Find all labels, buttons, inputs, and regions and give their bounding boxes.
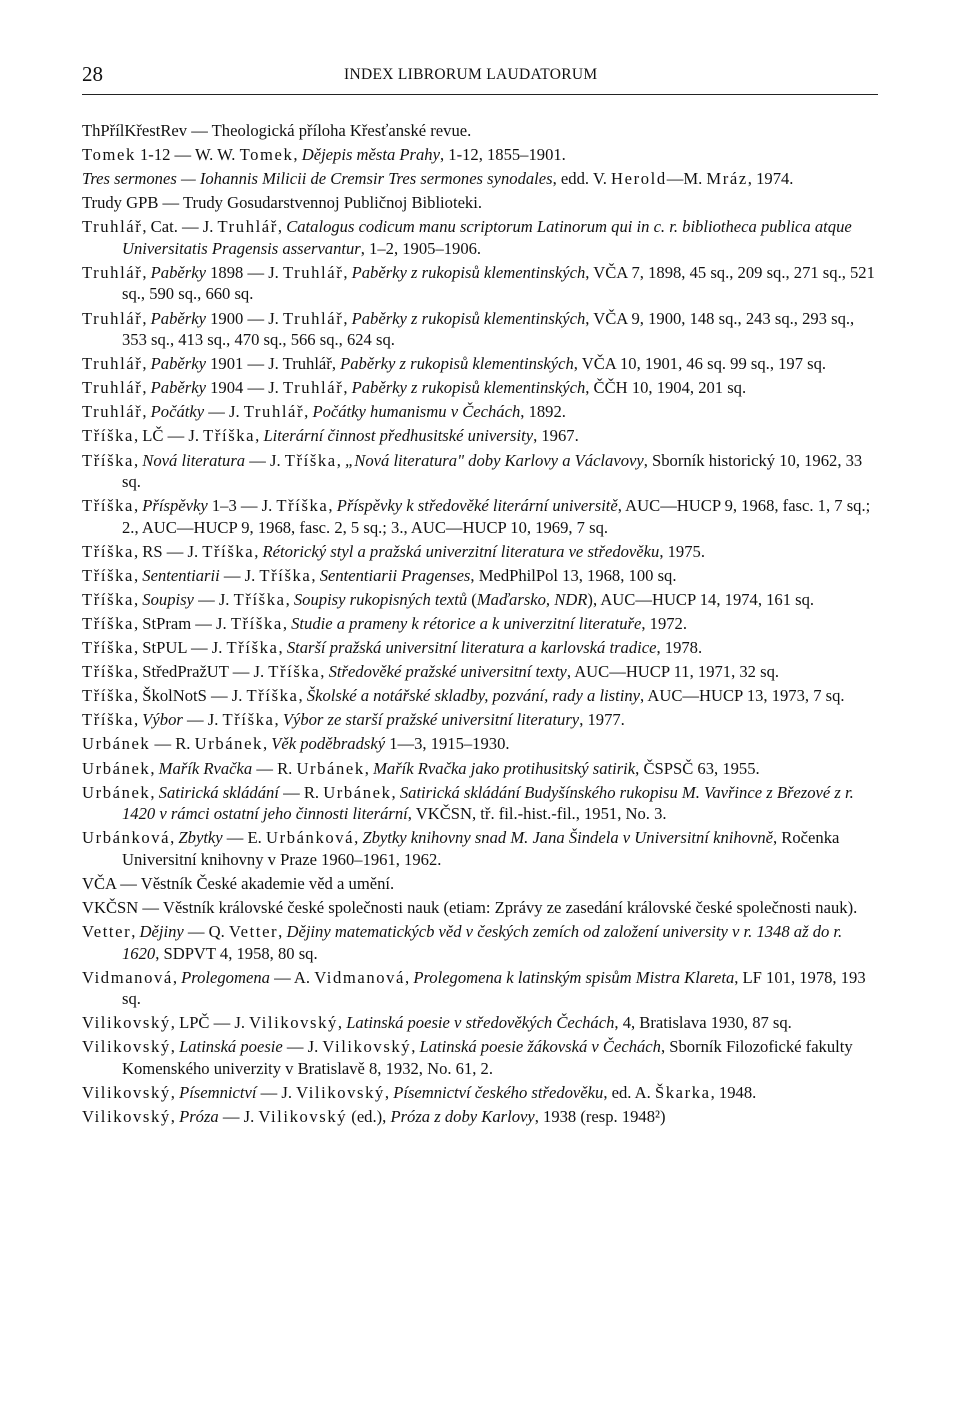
entry-text: , (384, 1082, 394, 1102)
header-rule (82, 94, 878, 95)
entry-text: — R. (278, 782, 324, 802)
author-name-spaced: Tříška (82, 541, 134, 561)
index-entry (82, 827, 878, 870)
italic-title-text: Prolegomena (181, 967, 270, 987)
entry-text: 1—3, 1915–1930. (385, 734, 510, 754)
italic-title-text: Soupisy (142, 589, 194, 609)
italic-title-text: Literární činnost předhusitské university (263, 426, 534, 446)
author-name-spaced: Tříška (202, 541, 255, 561)
entry-text: , (134, 450, 143, 470)
entry-text: , AUC—HUCP 13, 1973, 7 sq. (640, 686, 845, 706)
entry-text: — J. (182, 710, 223, 730)
entry-text: , (131, 922, 140, 942)
italic-title-text: Latinská poesie žákovská v Čechách (419, 1037, 661, 1057)
index-entry (82, 661, 878, 683)
index-entry (82, 495, 878, 538)
index-entry (82, 377, 878, 399)
entry-text: , LF 101, 1978, 193 sq. (122, 967, 866, 1009)
index-entry (82, 1106, 878, 1128)
author-name-spaced: Tříška (82, 638, 134, 658)
entry-text: , (285, 589, 294, 609)
index-entry (82, 782, 878, 825)
entry-text: , Ročenka Universitní knihovny v Praze 1960–1961, 1962. (122, 828, 840, 869)
entry-text: , 1974. (747, 169, 794, 189)
author-name-spaced: Vilikovský (296, 1082, 385, 1102)
author-name-spaced: Tříška (82, 614, 134, 633)
italic-title-text: Próza (179, 1107, 219, 1126)
italic-title-text: Latinská poesie (179, 1037, 283, 1057)
entry-text: , (255, 426, 264, 446)
entry-text: , (343, 262, 352, 282)
index-entry (82, 709, 878, 731)
entry-text: , SDPVT 4, 1958, 80 sq. (155, 943, 318, 963)
entry-text: , 1977. (579, 710, 625, 730)
entry-text: — A. (269, 967, 315, 987)
italic-title-text: Počátky humanismu v Čechách (312, 402, 521, 422)
author-name-spaced: Urbánek (194, 734, 263, 754)
author-name-spaced: Truhlář (82, 308, 143, 328)
entry-text: 1900 — J. (205, 308, 283, 328)
index-entry (82, 1036, 878, 1079)
author-name-spaced: Truhlář (82, 354, 143, 374)
entry-text: , LČ — J. (134, 426, 204, 446)
author-name-spaced: Herold (611, 169, 667, 189)
entry-text: 1904 — J. (205, 378, 283, 398)
italic-title-text: Satirická skládání (158, 782, 279, 802)
entry-text: , (134, 496, 143, 516)
entry-text: , (343, 308, 352, 328)
author-name-spaced: Tříška (226, 638, 279, 658)
entry-text: , ČSPSČ 63, 1955. (635, 758, 760, 778)
author-name-spaced: Škarka (654, 1082, 711, 1102)
entry-text: , (142, 402, 151, 422)
entry-text: 1898 — J. (205, 262, 283, 282)
index-entry (82, 168, 878, 190)
italic-title-text: Počátky (150, 402, 205, 422)
italic-title-text: Výbor (142, 710, 183, 730)
italic-title-text: Starší pražská universitní literatura a karlovská tradice (286, 638, 657, 658)
index-entry (82, 637, 878, 659)
author-name-spaced: Tříška (259, 565, 312, 585)
entry-text: , RS — J. (134, 541, 203, 561)
entry-text: , (134, 710, 143, 730)
index-entry (82, 733, 878, 755)
author-name-spaced: Truhlář (82, 262, 143, 282)
entry-text: — J. (204, 402, 244, 422)
author-name-spaced: Vilikovský (82, 1082, 171, 1102)
entry-text: — J. (245, 450, 285, 470)
entry-text: , (142, 262, 151, 282)
entry-text: , (170, 1107, 180, 1126)
italic-title-text: Dějepis města Prahy (301, 145, 440, 165)
entry-text: ( (467, 589, 477, 609)
entry-text: , (328, 496, 337, 516)
index-entry (82, 144, 878, 166)
index-entry (82, 1082, 878, 1104)
entry-text: , StPUL — J. (134, 638, 227, 658)
entry-text: , MedPhilPol 13, 1968, 100 sq. (470, 565, 677, 585)
entry-text: , (262, 734, 272, 754)
index-entry (82, 921, 878, 964)
author-name-spaced: Vilikovský (258, 1107, 348, 1126)
italic-title-text: Soupisy rukopisných textů (293, 589, 468, 609)
italic-title-text: Nová literatura (142, 450, 246, 470)
entry-text: , 4, Bratislava 1930, 87 sq. (614, 1013, 792, 1033)
entry-text: , (293, 145, 302, 165)
author-name-spaced: Tříška (246, 686, 299, 706)
italic-title-text: Paběrky z rukopisů klementinských (351, 308, 586, 328)
index-entry (82, 353, 878, 375)
author-name-spaced: Tříška (82, 710, 134, 730)
author-name-spaced: Vetter (228, 922, 279, 942)
italic-title-text: Příspěvky (142, 496, 208, 516)
author-name-spaced: Mráz (706, 169, 748, 189)
author-name-spaced: Vidmanová (314, 967, 406, 987)
author-name-spaced: Tříška (268, 662, 321, 682)
italic-title-text: Maďarsko, NDR (476, 589, 588, 609)
author-name-spaced: Tříška (82, 565, 134, 585)
entry-text: , (320, 662, 329, 682)
entry-text: , VČA 10, 1901, 46 sq. 99 sq., 197 sq. (573, 354, 827, 374)
entry-text: , (142, 354, 151, 374)
author-name-spaced: Urbánková (265, 828, 355, 848)
entry-text: , (336, 450, 346, 470)
author-name-spaced: Tříška (230, 614, 283, 633)
entry-text: , (150, 758, 159, 778)
italic-title-text: Výbor ze starší pražské universitní literatury (282, 710, 580, 730)
author-name-spaced: Vilikovský (82, 1107, 171, 1126)
entry-text: —M. (666, 169, 707, 189)
entry-text: , (142, 378, 151, 398)
entry-text: , (337, 1013, 347, 1033)
italic-title-text: „Nová literatura" doby Karlovy a Václavovy (345, 450, 644, 470)
author-name-spaced: Tříška (284, 450, 337, 470)
italic-title-text: Středověké pražské universitní texty (328, 662, 567, 682)
index-entry (82, 589, 878, 611)
page-header (82, 58, 878, 94)
author-name-spaced: Vetter (82, 922, 132, 942)
entry-text: — R. (252, 758, 297, 778)
entry-text: , Cat. — J. (142, 217, 218, 237)
entry-text: , 1967. (533, 426, 579, 446)
author-name-spaced: Tříška (203, 426, 256, 446)
italic-title-text: Písemnictví českého středověku (393, 1082, 604, 1102)
entry-text: , StPram — J. (134, 614, 231, 633)
index-entry (82, 967, 878, 1010)
entry-text: VKČSN — Věstník královské české společnosti nauk (etiam: Zprávy ze zasedání královské české společnosti nauk). (82, 897, 858, 917)
italic-title-text: Tres sermones — Iohannis Milicii de Cremsir Tres sermones synodales (82, 169, 553, 189)
entry-text: — J. (256, 1082, 297, 1102)
author-name-spaced: Urbánek (323, 782, 392, 802)
index-entry (82, 897, 878, 919)
author-name-spaced: Tomek (239, 145, 294, 165)
entry-text: , ed. A. (603, 1082, 655, 1102)
entry-text: Trudy GPB — Trudy Gosudarstvennoj Publičnoj Biblioteki. (82, 193, 482, 213)
entry-text: 1-12 — W. W. (135, 145, 240, 165)
author-name-spaced: Tříška (276, 496, 329, 516)
index-entry (82, 192, 878, 214)
entry-text: — J. (282, 1037, 323, 1057)
entry-text: , VČA 9, 1900, 148 sq., 243 sq., 293 sq., 353 sq., 413 sq., 470 sq., 566 sq., 624 sq. (122, 308, 855, 350)
italic-title-text: Školské a notářské skladby, pozvání, rady a listiny (306, 686, 641, 706)
entry-text: — R. (150, 734, 195, 754)
entry-text: , (311, 565, 320, 585)
entry-text: , AUC—HUCP 9, 1968, fasc. 1, 7 sq.; 2., AUC—HUCP 9, 1968, fasc. 2, 5 sq.; 3., AUC—HUCP 10, 1969, 7 sq. (122, 496, 871, 537)
entry-text: — Q. (183, 922, 229, 942)
entry-text: — J. (193, 589, 234, 609)
index-entry (82, 541, 878, 563)
entry-text: , (282, 614, 292, 633)
italic-title-text: Dějiny (139, 922, 184, 942)
entry-text: (ed.), (347, 1107, 391, 1126)
italic-title-text: Paběrky z rukopisů klementinských (351, 262, 586, 282)
italic-title-text: Sententiarii Pragenses (319, 565, 471, 585)
author-name-spaced: Vilikovský (322, 1037, 412, 1057)
author-name-spaced: Tříška (82, 426, 134, 446)
italic-title-text: Próza z doby Karlovy (390, 1107, 535, 1126)
entry-text: — E. (222, 828, 266, 848)
index-entry (82, 308, 878, 351)
author-name-spaced: Truhlář (217, 217, 278, 237)
entry-text: , (172, 967, 182, 987)
author-name-spaced: Tříška (82, 496, 134, 516)
italic-title-text: Paběrky (150, 308, 206, 328)
author-name-spaced: Truhlář (282, 262, 344, 282)
index-entry (82, 685, 878, 707)
entry-text: , ŠkolNotS — J. (134, 686, 247, 706)
entry-text: , (142, 308, 151, 328)
author-name-spaced: Tříška (233, 589, 286, 609)
italic-title-text: Mařík Rvačka jako protihusitský satirik (373, 758, 636, 778)
entry-text: , (298, 686, 307, 706)
entry-text: , StředPražUT — J. (134, 662, 269, 682)
entry-text: 1–3 — J. (207, 496, 277, 516)
entry-text: , (391, 782, 400, 802)
author-name-spaced: Urbánek (82, 782, 151, 802)
author-name-spaced: Tříška (82, 662, 134, 682)
entry-text: , (134, 565, 143, 585)
entry-text: , 1892. (520, 402, 566, 422)
author-name-spaced: Tříška (82, 450, 134, 470)
entry-text: , (343, 378, 352, 398)
author-name-spaced: Truhlář (282, 378, 344, 398)
entry-text: , 1-12, 1855–1901. (439, 145, 566, 165)
entry-text: , (150, 782, 159, 802)
entry-text: , (254, 541, 263, 561)
index-entry (82, 758, 878, 780)
entry-text: , (278, 922, 287, 942)
entry-text: ), AUC—HUCP 14, 1974, 161 sq. (587, 589, 815, 609)
italic-title-text: Sententiarii (142, 565, 220, 585)
entry-text: , (170, 828, 179, 848)
entry-text: , edd. V. (552, 169, 612, 189)
italic-title-text: Latinská poesie v středověkých Čechách (346, 1013, 615, 1033)
author-name-spaced: Tříška (82, 686, 134, 706)
entry-text: , VKČSN, tř. fil.-hist.-fil., 1951, No. 3. (407, 804, 667, 824)
author-name-spaced: Truhlář (82, 402, 143, 422)
italic-title-text: Prolegomena k latinským spisům Mistra Klareta (413, 967, 735, 987)
index-entry (82, 120, 878, 142)
entry-text: , (170, 1082, 180, 1102)
entry-text: , (134, 589, 143, 609)
author-name-spaced: Vilikovský (249, 1013, 338, 1033)
entry-text: , 1975. (659, 541, 705, 561)
entry-text: , ČČH 10, 1904, 201 sq. (585, 378, 747, 398)
author-name-spaced: Truhlář (82, 217, 143, 237)
index-entry (82, 1012, 878, 1034)
italic-title-text: Věk poděbradský (271, 734, 386, 754)
index-entry (82, 262, 878, 305)
entry-text: , (278, 638, 287, 658)
entry-text: , VČA 7, 1898, 45 sq., 209 sq., 271 sq., 521 sq., 590 sq., 660 sq. (122, 262, 875, 304)
entry-text: , (354, 828, 363, 848)
entry-text: , AUC—HUCP 11, 1971, 32 sq. (566, 662, 780, 682)
entry-text: , 1948. (710, 1082, 757, 1102)
italic-title-text: Zbytky knihovny snad M. Jana Šindela v Universitní knihovně (362, 828, 773, 848)
index-entry (82, 873, 878, 895)
author-name-spaced: Vilikovský (82, 1037, 171, 1057)
running-title: INDEX LIBRORUM LAUDATORUM (344, 66, 598, 83)
index-entry (82, 216, 878, 259)
entry-text: , 1938 (resp. 1948²) (534, 1107, 666, 1126)
italic-title-text: Příspěvky k středověké literární universitě (336, 496, 618, 516)
entry-text: VČA — Věstník České akademie věd a umění. (82, 873, 395, 893)
italic-title-text: Rétorický styl a pražská univerzitní literatura ve středověku (262, 541, 660, 561)
author-name-spaced: Truhlář (282, 308, 344, 328)
author-name-spaced: Tříška (82, 589, 134, 609)
author-name-spaced: Truhlář (82, 378, 143, 398)
italic-title-text: Paběrky (150, 378, 206, 398)
author-name-spaced: Urbánková (82, 828, 171, 848)
entry-text: 1901 — J. Truhlář, (205, 354, 341, 374)
entry-text: ThPřílKřestRev — Theologická příloha Křesťanské revue. (82, 121, 472, 140)
page-number: 28 (82, 62, 103, 86)
entry-text: , (405, 967, 414, 987)
entry-text: , 1978. (656, 638, 703, 658)
italic-title-text: Paběrky z rukopisů klementinských (351, 378, 586, 398)
author-name-spaced: Urbánek (82, 734, 151, 754)
italic-title-text: Studie a prameny k rétorice a k univerzitní literatuře (291, 614, 642, 633)
italic-title-text: Catalogus codicum manu scriptorum Latinorum qui in c. r. bibliotheca publica atque Universitatis Pragensis asservantur (122, 217, 852, 258)
italic-title-text: Paběrky z rukopisů klementinských (340, 354, 574, 374)
index-entry (82, 450, 878, 493)
entry-text: , Sborník Filozofické fakulty Komenského univerzity v Bratislavě 8, 1932, No. 61, 2. (122, 1037, 853, 1078)
italic-title-text: Satirická skládání Budyšínského rukopisu M. Vavřince z Březové z r. 1420 v rámci ostatní jeho činnosti literární (122, 782, 854, 824)
entry-text: , (274, 710, 283, 730)
author-name-spaced: Truhlář (243, 402, 305, 422)
entry-text: , (411, 1037, 420, 1057)
index-entry (82, 565, 878, 587)
entry-text: , (304, 402, 313, 422)
index-entry (82, 401, 878, 423)
italic-title-text: Mařík Rvačka (158, 758, 253, 778)
entry-text: — J. (218, 1107, 259, 1126)
index-entries (82, 120, 878, 1130)
index-entry (82, 425, 878, 447)
author-name-spaced: Tomek (82, 145, 136, 165)
italic-title-text: Dějiny matematickýcb věd v českých zemích od založení university v r. 1348 až do r. 1620 (122, 922, 843, 963)
entry-text: , 1–2, 1905–1906. (360, 238, 482, 258)
italic-title-text: Paběrky (150, 262, 206, 282)
author-name-spaced: Urbánek (82, 758, 151, 778)
entry-text: , (170, 1037, 180, 1057)
entry-text: , Sborník historický 10, 1962, 33 sq. (122, 450, 863, 492)
entry-text: , (364, 758, 374, 778)
italic-title-text: Zbytky (178, 828, 223, 848)
entry-text: , 1972. (641, 614, 687, 633)
italic-title-text: Písemnictví (179, 1082, 257, 1102)
italic-title-text: Paběrky (150, 354, 206, 374)
author-name-spaced: Vidmanová (82, 967, 173, 987)
entry-text: , (277, 217, 287, 237)
author-name-spaced: Vilikovský (82, 1013, 171, 1033)
author-name-spaced: Urbánek (296, 758, 365, 778)
entry-text: , LPČ — J. (170, 1013, 250, 1033)
index-entry (82, 613, 878, 635)
author-name-spaced: Tříška (222, 710, 275, 730)
entry-text: — J. (219, 565, 260, 585)
